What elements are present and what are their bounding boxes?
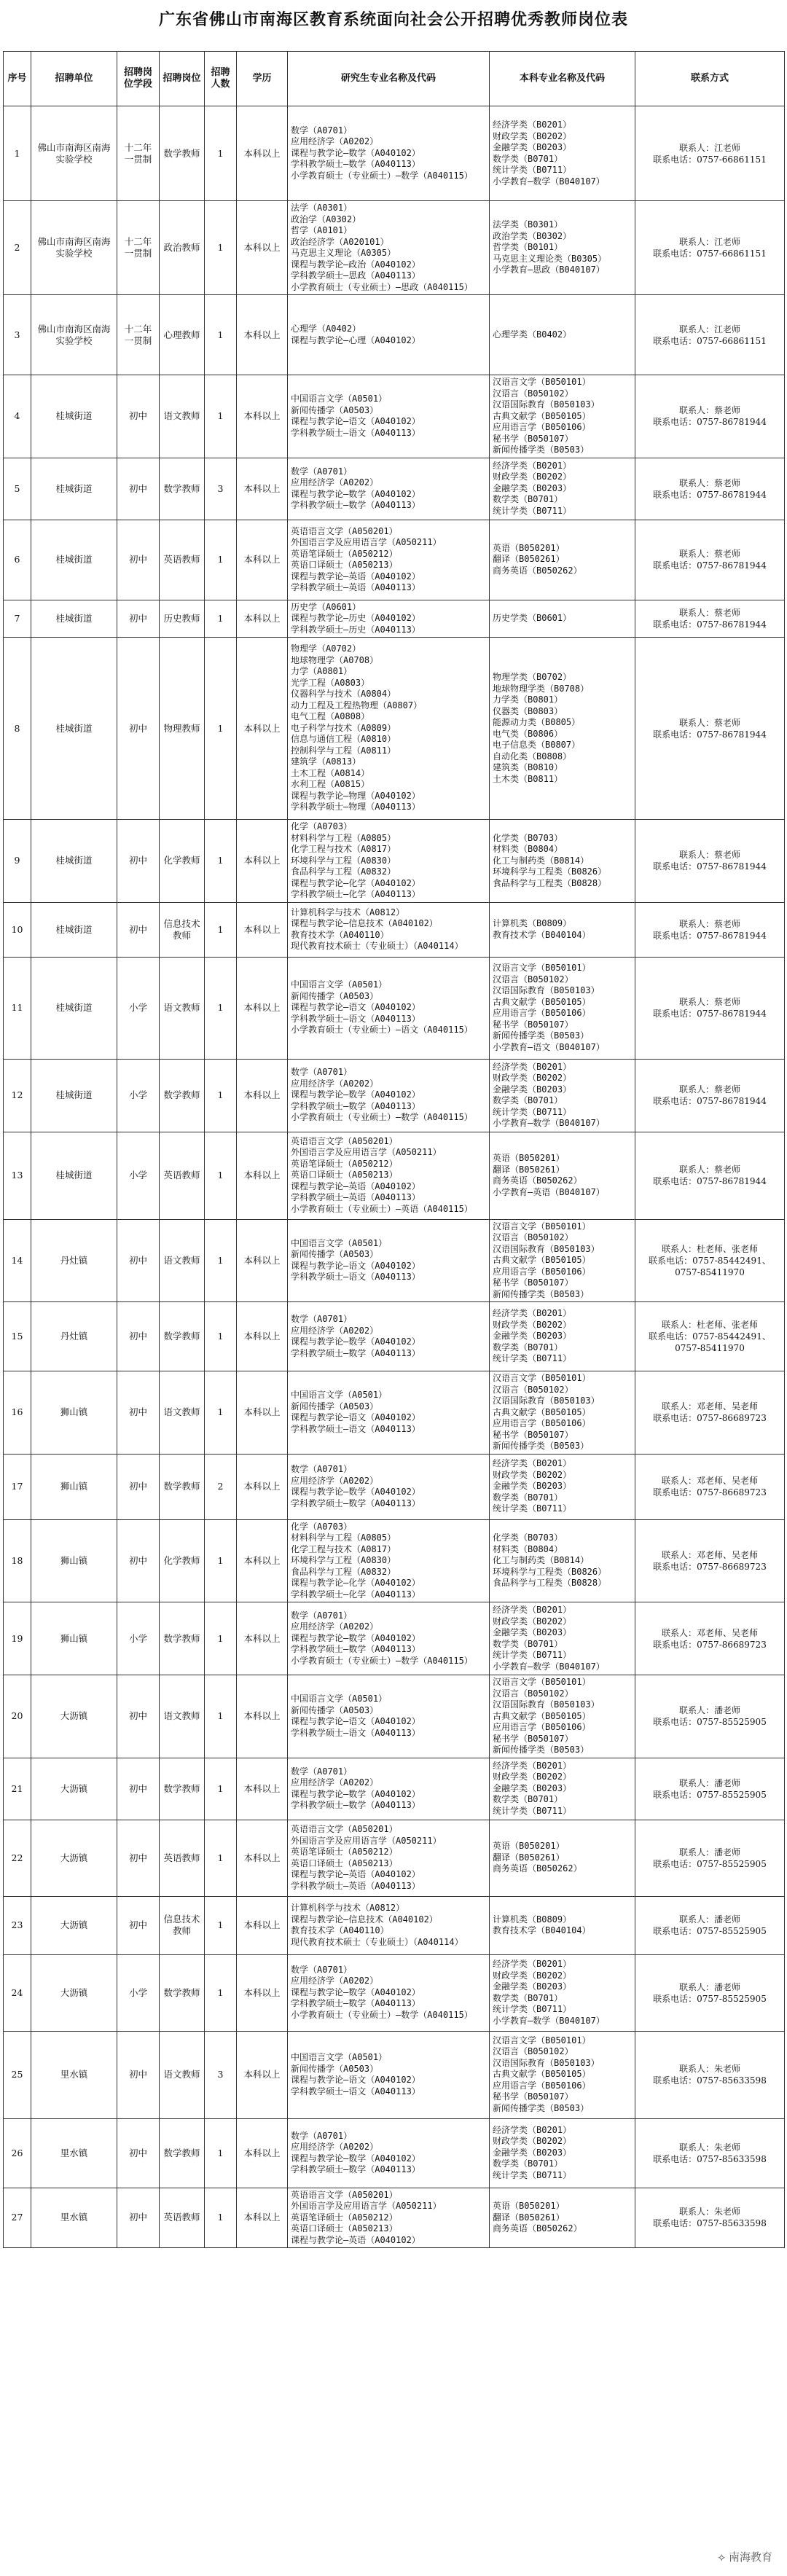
unit-cell: 丹灶镇 xyxy=(31,1302,117,1371)
row-number: 21 xyxy=(4,1758,31,1820)
unit-cell: 里水镇 xyxy=(31,2118,117,2188)
table-row xyxy=(4,2118,785,2188)
unit-cell: 桂城街道 xyxy=(31,520,117,600)
stage-cell: 初中 xyxy=(117,1219,160,1302)
count-cell: 1 xyxy=(205,1132,237,1219)
unit-cell: 桂城街道 xyxy=(31,820,117,903)
row-number: 24 xyxy=(4,1954,31,2031)
count-cell: 1 xyxy=(205,2118,237,2188)
row-number: 26 xyxy=(4,2118,31,2188)
post-cell: 语文教师 xyxy=(160,2031,205,2118)
education-cell: 本科以上 xyxy=(237,520,288,600)
education-cell: 本科以上 xyxy=(237,1758,288,1820)
graduate-majors-cell: 数学（A0701） 应用经济学（A0202） 课程与教学论—数学（A040102） 学科教学硕士—数学（A040113） 小学教育硕士（专业硕士）—数学（A040115） xyxy=(288,106,490,201)
graduate-majors-cell: 数学（A0701） 应用经济学（A0202） 课程与教学论—数学（A040102） 学科教学硕士—数学（A040113） 小学教育硕士（专业硕士）—数学（A040115） xyxy=(288,1602,490,1675)
undergraduate-majors-cell: 经济学类（B0201） 财政学类（B0202） 金融学类（B0203） 数学类（B0701） 统计学类（B0711） xyxy=(490,1758,635,1820)
count-cell: 1 xyxy=(205,1820,237,1896)
undergraduate-majors-cell: 历史学类（B0601） xyxy=(490,600,635,638)
graduate-majors-cell: 物理学（A0702） 地球物理学（A0708） 力学（A0801） 光学工程（A0803） 仪器科学与技术（A0804） 动力工程及工程热物理（A0807） 电气工程（A0808） 电子科学与技术（A0809） 信息与通信工程（A0810） 控制科学与工程（A0811） 建筑学（A0813） 土木工程（A0814） 水利工程（A0815） 课程与教学论—物理（A040102） 学科教学硕士—物理（A040113） xyxy=(288,638,490,820)
row-number: 17 xyxy=(4,1454,31,1519)
count-cell: 1 xyxy=(205,638,237,820)
undergraduate-majors-cell: 英语（B050201） 翻译（B050261） 商务英语（B050262） 小学教育—英语（B040107） xyxy=(490,1132,635,1219)
table-row xyxy=(4,1132,785,1219)
education-cell: 本科以上 xyxy=(237,201,288,295)
count-cell: 1 xyxy=(205,520,237,600)
contact-cell: 联系人：潘老师 联系电话：0757-85525905 xyxy=(635,1896,785,1954)
graduate-majors-cell: 英语语言文学（A050201） 外国语言学及应用语言学（A050211） 英语笔译硕士（A050212） 英语口译硕士（A050213） 课程与教学论—英语（A040102） 学科教学硕士—英语（A040113） xyxy=(288,1820,490,1896)
graduate-majors-cell: 计算机科学与技术（A0812） 课程与教学论—信息技术（A040102） 教育技术学（A040110） 现代教育技术硕士（专业硕士）（A040114） xyxy=(288,902,490,957)
unit-cell: 狮山镇 xyxy=(31,1454,117,1519)
row-number: 16 xyxy=(4,1371,31,1455)
table-row xyxy=(4,1896,785,1954)
contact-cell: 联系人：潘老师 联系电话：0757-85525905 xyxy=(635,1758,785,1820)
post-cell: 语文教师 xyxy=(160,957,205,1059)
undergraduate-majors-cell: 汉语言文学（B050101） 汉语言（B050102） 汉语国际教育（B050103） 古典文献学（B050105） 应用语言学（B050106） 秘书学（B050107） 新闻传播学类（B0503） 小学教育—语文（B040107） xyxy=(490,957,635,1059)
contact-cell: 联系人：江老师 联系电话：0757-66861151 xyxy=(635,201,785,295)
count-cell: 1 xyxy=(205,820,237,903)
contact-cell: 联系人：蔡老师 联系电话：0757-86781944 xyxy=(635,458,785,520)
contact-cell: 联系人：蔡老师 联系电话：0757-86781944 xyxy=(635,520,785,600)
count-cell: 1 xyxy=(205,957,237,1059)
count-cell: 2 xyxy=(205,1454,237,1519)
undergraduate-majors-cell: 汉语言文学（B050101） 汉语言（B050102） 汉语国际教育（B050103） 古典文献学（B050105） 应用语言学（B050106） 秘书学（B050107） 新闻传播学类（B0503） xyxy=(490,1219,635,1302)
education-cell: 本科以上 xyxy=(237,1132,288,1219)
education-cell: 本科以上 xyxy=(237,957,288,1059)
column-header: 联系方式 xyxy=(635,52,785,106)
recruitment-table xyxy=(3,51,785,2248)
table-row xyxy=(4,902,785,957)
education-cell: 本科以上 xyxy=(237,1954,288,2031)
education-cell: 本科以上 xyxy=(237,1302,288,1371)
education-cell: 本科以上 xyxy=(237,1675,288,1758)
post-cell: 历史教师 xyxy=(160,600,205,638)
row-number: 2 xyxy=(4,201,31,295)
count-cell: 3 xyxy=(205,2031,237,2118)
post-cell: 信息技术教师 xyxy=(160,902,205,957)
stage-cell: 初中 xyxy=(117,1820,160,1896)
education-cell: 本科以上 xyxy=(237,600,288,638)
post-cell: 信息技术教师 xyxy=(160,1896,205,1954)
stage-cell: 小学 xyxy=(117,1602,160,1675)
table-row xyxy=(4,1371,785,1455)
stage-cell: 初中 xyxy=(117,2118,160,2188)
contact-cell: 联系人：邓老师、吴老师 联系电话：0757-86689723 xyxy=(635,1519,785,1602)
post-cell: 语文教师 xyxy=(160,1219,205,1302)
table-row xyxy=(4,2188,785,2248)
undergraduate-majors-cell: 英语（B050201） 翻译（B050261） 商务英语（B050262） xyxy=(490,1820,635,1896)
undergraduate-majors-cell: 计算机类（B0809） 教育技术学（B040104） xyxy=(490,1896,635,1954)
row-number: 7 xyxy=(4,600,31,638)
undergraduate-majors-cell: 英语（B050201） 翻译（B050261） 商务英语（B050262） xyxy=(490,520,635,600)
unit-cell: 大沥镇 xyxy=(31,1954,117,2031)
stage-cell: 初中 xyxy=(117,2031,160,2118)
contact-cell: 联系人：蔡老师 联系电话：0757-86781944 xyxy=(635,820,785,903)
row-number: 12 xyxy=(4,1059,31,1132)
stage-cell: 初中 xyxy=(117,1371,160,1455)
post-cell: 化学教师 xyxy=(160,820,205,903)
graduate-majors-cell: 中国语言文学（A0501） 新闻传播学（A0503） 课程与教学论—语文（A040102） 学科教学硕士—语文（A040113） xyxy=(288,2031,490,2118)
row-number: 23 xyxy=(4,1896,31,1954)
education-cell: 本科以上 xyxy=(237,1059,288,1132)
count-cell: 3 xyxy=(205,458,237,520)
unit-cell: 桂城街道 xyxy=(31,375,117,458)
table-row xyxy=(4,638,785,820)
row-number: 1 xyxy=(4,106,31,201)
contact-cell: 联系人：潘老师 联系电话：0757-85525905 xyxy=(635,1954,785,2031)
undergraduate-majors-cell: 计算机类（B0809） 教育技术学（B040104） xyxy=(490,902,635,957)
unit-cell: 大沥镇 xyxy=(31,1896,117,1954)
unit-cell: 狮山镇 xyxy=(31,1602,117,1675)
row-number: 4 xyxy=(4,375,31,458)
wechat-icon: ⟡ xyxy=(718,2550,729,2564)
post-cell: 数学教师 xyxy=(160,2118,205,2188)
table-body xyxy=(4,106,785,2248)
page-title: 广东省佛山市南海区教育系统面向社会公开招聘优秀教师岗位表 xyxy=(158,10,628,29)
undergraduate-majors-cell: 化学类（B0703） 材料类（B0804） 化工与制药类（B0814） 环境科学与工程类（B0826） 食品科学与工程类（B0828） xyxy=(490,820,635,903)
table-row xyxy=(4,520,785,600)
count-cell: 1 xyxy=(205,1758,237,1820)
stage-cell: 十二年一贯制 xyxy=(117,106,160,201)
post-cell: 数学教师 xyxy=(160,1302,205,1371)
count-cell: 1 xyxy=(205,295,237,375)
count-cell: 1 xyxy=(205,106,237,201)
unit-cell: 桂城街道 xyxy=(31,957,117,1059)
stage-cell: 十二年一贯制 xyxy=(117,201,160,295)
education-cell: 本科以上 xyxy=(237,820,288,903)
contact-cell: 联系人：蔡老师 联系电话：0757-86781944 xyxy=(635,600,785,638)
table-row xyxy=(4,600,785,638)
count-cell: 1 xyxy=(205,600,237,638)
contact-cell: 联系人：邓老师、吴老师 联系电话：0757-86689723 xyxy=(635,1602,785,1675)
table-row xyxy=(4,106,785,201)
table-row xyxy=(4,1602,785,1675)
contact-cell: 联系人：蔡老师 联系电话：0757-86781944 xyxy=(635,638,785,820)
count-cell: 1 xyxy=(205,1219,237,1302)
post-cell: 数学教师 xyxy=(160,106,205,201)
graduate-majors-cell: 数学（A0701） 应用经济学（A0202） 课程与教学论—数学（A040102） 学科教学硕士—数学（A040113） 小学教育硕士（专业硕士）—数学（A040115） xyxy=(288,1059,490,1132)
row-number: 8 xyxy=(4,638,31,820)
contact-cell: 联系人：邓老师、吴老师 联系电话：0757-86689723 xyxy=(635,1371,785,1455)
contact-cell: 联系人：蔡老师 联系电话：0757-86781944 xyxy=(635,957,785,1059)
undergraduate-majors-cell: 汉语言文学（B050101） 汉语言（B050102） 汉语国际教育（B050103） 古典文献学（B050105） 应用语言学（B050106） 秘书学（B050107） 新闻传播学类（B0503） xyxy=(490,2031,635,2118)
post-cell: 化学教师 xyxy=(160,1519,205,1602)
row-number: 20 xyxy=(4,1675,31,1758)
graduate-majors-cell: 中国语言文学（A0501） 新闻传播学（A0503） 课程与教学论—语文（A040102） 学科教学硕士—语文（A040113） xyxy=(288,375,490,458)
stage-cell: 初中 xyxy=(117,375,160,458)
table-row xyxy=(4,295,785,375)
contact-cell: 联系人：江老师 联系电话：0757-66861151 xyxy=(635,295,785,375)
education-cell: 本科以上 xyxy=(237,1454,288,1519)
unit-cell: 狮山镇 xyxy=(31,1519,117,1602)
unit-cell: 桂城街道 xyxy=(31,1059,117,1132)
stage-cell: 小学 xyxy=(117,1059,160,1132)
count-cell: 1 xyxy=(205,1896,237,1954)
post-cell: 数学教师 xyxy=(160,1602,205,1675)
stage-cell: 小学 xyxy=(117,957,160,1059)
undergraduate-majors-cell: 经济学类（B0201） 财政学类（B0202） 金融学类（B0203） 数学类（B0701） 统计学类（B0711） 小学教育—数学（B040107） xyxy=(490,1602,635,1675)
graduate-majors-cell: 中国语言文学（A0501） 新闻传播学（A0503） 课程与教学论—语文（A040102） 学科教学硕士—语文（A040113） 小学教育硕士（专业硕士）—语文（A040115） xyxy=(288,957,490,1059)
education-cell: 本科以上 xyxy=(237,2118,288,2188)
stage-cell: 十二年一贯制 xyxy=(117,295,160,375)
undergraduate-majors-cell: 汉语言文学（B050101） 汉语言（B050102） 汉语国际教育（B050103） 古典文献学（B050105） 应用语言学（B050106） 秘书学（B050107） 新闻传播学类（B0503） xyxy=(490,1371,635,1455)
contact-cell: 联系人：邓老师、吴老师 联系电话：0757-86689723 xyxy=(635,1454,785,1519)
graduate-majors-cell: 数学（A0701） 应用经济学（A0202） 课程与教学论—数学（A040102） 学科教学硕士—数学（A040113） xyxy=(288,458,490,520)
post-cell: 语文教师 xyxy=(160,1371,205,1455)
stage-cell: 初中 xyxy=(117,902,160,957)
graduate-majors-cell: 化学（A0703） 材料科学与工程（A0805） 化学工程与技术（A0817） 环境科学与工程（A0830） 食品科学与工程（A0832） 课程与教学论—化学（A040102） 学科教学硕士—化学（A040113） xyxy=(288,1519,490,1602)
education-cell: 本科以上 xyxy=(237,2188,288,2248)
row-number: 5 xyxy=(4,458,31,520)
table-row xyxy=(4,1675,785,1758)
table-row xyxy=(4,820,785,903)
stage-cell: 初中 xyxy=(117,458,160,520)
column-header: 学历 xyxy=(237,52,288,106)
education-cell: 本科以上 xyxy=(237,1519,288,1602)
row-number: 13 xyxy=(4,1132,31,1219)
graduate-majors-cell: 数学（A0701） 应用经济学（A0202） 课程与教学论—数学（A040102） 学科教学硕士—数学（A040113） xyxy=(288,1758,490,1820)
education-cell: 本科以上 xyxy=(237,902,288,957)
table-row xyxy=(4,201,785,295)
row-number: 6 xyxy=(4,520,31,600)
graduate-majors-cell: 法学（A0301） 政治学（A0302） 哲学（A0101） 政治经济学（A020101） 马克思主义理论（A0305） 课程与教学论—政治（A040102） 学科教学硕士—思政（A040113） 小学教育硕士（专业硕士）—思政（A040115） xyxy=(288,201,490,295)
graduate-majors-cell: 数学（A0701） 应用经济学（A0202） 课程与教学论—数学（A040102） 学科教学硕士—数学（A040113） xyxy=(288,1454,490,1519)
count-cell: 1 xyxy=(205,1602,237,1675)
post-cell: 数学教师 xyxy=(160,1954,205,2031)
undergraduate-majors-cell: 化学类（B0703） 材料类（B0804） 化工与制药类（B0814） 环境科学与工程类（B0826） 食品科学与工程类（B0828） xyxy=(490,1519,635,1602)
contact-cell: 联系人：朱老师 联系电话：0757-85633598 xyxy=(635,2118,785,2188)
count-cell: 1 xyxy=(205,375,237,458)
count-cell: 1 xyxy=(205,1371,237,1455)
stage-cell: 初中 xyxy=(117,600,160,638)
stage-cell: 初中 xyxy=(117,1519,160,1602)
count-cell: 1 xyxy=(205,902,237,957)
unit-cell: 大沥镇 xyxy=(31,1820,117,1896)
graduate-majors-cell: 历史学（A0601） 课程与教学论—历史（A040102） 学科教学硕士—历史（A040113） xyxy=(288,600,490,638)
table-header-row xyxy=(4,52,785,106)
contact-cell: 联系人：蔡老师 联系电话：0757-86781944 xyxy=(635,902,785,957)
education-cell: 本科以上 xyxy=(237,2031,288,2118)
unit-cell: 里水镇 xyxy=(31,2188,117,2248)
count-cell: 1 xyxy=(205,201,237,295)
unit-cell: 桂城街道 xyxy=(31,902,117,957)
stage-cell: 小学 xyxy=(117,1954,160,2031)
undergraduate-majors-cell: 心理学类（B0402） xyxy=(490,295,635,375)
undergraduate-majors-cell: 汉语言文学（B050101） 汉语言（B050102） 汉语国际教育（B050103） 古典文献学（B050105） 应用语言学（B050106） 秘书学（B050107） 新闻传播学类（B0503） xyxy=(490,1675,635,1758)
education-cell: 本科以上 xyxy=(237,1820,288,1896)
table-row xyxy=(4,1820,785,1896)
table-row xyxy=(4,1454,785,1519)
contact-cell: 联系人：蔡老师 联系电话：0757-86781944 xyxy=(635,1132,785,1219)
row-number: 27 xyxy=(4,2188,31,2248)
table-row xyxy=(4,1519,785,1602)
undergraduate-majors-cell: 经济学类（B0201） 财政学类（B0202） 金融学类（B0203） 数学类（B0701） 统计学类（B0711） xyxy=(490,1454,635,1519)
graduate-majors-cell: 数学（A0701） 应用经济学（A0202） 课程与教学论—数学（A040102） 学科教学硕士—数学（A040113） 小学教育硕士（专业硕士）—数学（A040115） xyxy=(288,1954,490,2031)
table-row xyxy=(4,1954,785,2031)
undergraduate-majors-cell: 经济学类（B0201） 财政学类（B0202） 金融学类（B0203） 数学类（B0701） 统计学类（B0711） xyxy=(490,1302,635,1371)
post-cell: 数学教师 xyxy=(160,1454,205,1519)
graduate-majors-cell: 中国语言文学（A0501） 新闻传播学（A0503） 课程与教学论—语文（A040102） 学科教学硕士—语文（A040113） xyxy=(288,1675,490,1758)
post-cell: 物理教师 xyxy=(160,638,205,820)
unit-cell: 佛山市南海区南海实验学校 xyxy=(31,106,117,201)
graduate-majors-cell: 中国语言文学（A0501） 新闻传播学（A0503） 课程与教学论—语文（A040102） 学科教学硕士—语文（A040113） xyxy=(288,1219,490,1302)
graduate-majors-cell: 英语语言文学（A050201） 外国语言学及应用语言学（A050211） 英语笔译硕士（A050212） 英语口译硕士（A050213） 课程与教学论—英语（A040102） 学科教学硕士—英语（A040113） xyxy=(288,520,490,600)
stage-cell: 初中 xyxy=(117,1758,160,1820)
post-cell: 数学教师 xyxy=(160,458,205,520)
stage-cell: 初中 xyxy=(117,520,160,600)
watermark-text: 南海教育 xyxy=(728,2550,772,2564)
table-row xyxy=(4,375,785,458)
column-header: 招聘岗位 xyxy=(160,52,205,106)
column-header: 序号 xyxy=(4,52,31,106)
graduate-majors-cell: 英语语言文学（A050201） 外国语言学及应用语言学（A050211） 英语笔译硕士（A050212） 英语口译硕士（A050213） 课程与教学论—英语（A040102） xyxy=(288,2188,490,2248)
count-cell: 1 xyxy=(205,1519,237,1602)
count-cell: 1 xyxy=(205,2188,237,2248)
post-cell: 数学教师 xyxy=(160,1758,205,1820)
post-cell: 心理教师 xyxy=(160,295,205,375)
count-cell: 1 xyxy=(205,1675,237,1758)
row-number: 14 xyxy=(4,1219,31,1302)
stage-cell: 初中 xyxy=(117,1302,160,1371)
education-cell: 本科以上 xyxy=(237,375,288,458)
graduate-majors-cell: 数学（A0701） 应用经济学（A0202） 课程与教学论—数学（A040102） 学科教学硕士—数学（A040113） xyxy=(288,2118,490,2188)
education-cell: 本科以上 xyxy=(237,295,288,375)
row-number: 19 xyxy=(4,1602,31,1675)
post-cell: 政治教师 xyxy=(160,201,205,295)
undergraduate-majors-cell: 物理学类（B0702） 地球物理学类（B0708） 力学类（B0801） 仪器类（B0803） 能源动力类（B0805） 电气类（B0806） 电子信息类（B0807） 自动化类（B0808） 建筑类（B0810） 土木类（B0811） xyxy=(490,638,635,820)
column-header: 招聘岗位学段 xyxy=(117,52,160,106)
column-header: 招聘人数 xyxy=(205,52,237,106)
table-row xyxy=(4,1219,785,1302)
column-header: 招聘单位 xyxy=(31,52,117,106)
post-cell: 语文教师 xyxy=(160,1675,205,1758)
undergraduate-majors-cell: 经济学类（B0201） 财政学类（B0202） 金融学类（B0203） 数学类（B0701） 统计学类（B0711） xyxy=(490,458,635,520)
education-cell: 本科以上 xyxy=(237,1896,288,1954)
unit-cell: 大沥镇 xyxy=(31,1675,117,1758)
row-number: 3 xyxy=(4,295,31,375)
row-number: 25 xyxy=(4,2031,31,2118)
unit-cell: 桂城街道 xyxy=(31,458,117,520)
table-row xyxy=(4,1758,785,1820)
unit-cell: 大沥镇 xyxy=(31,1758,117,1820)
unit-cell: 狮山镇 xyxy=(31,1371,117,1455)
contact-cell: 联系人：蔡老师 联系电话：0757-86781944 xyxy=(635,375,785,458)
unit-cell: 桂城街道 xyxy=(31,638,117,820)
stage-cell: 初中 xyxy=(117,820,160,903)
undergraduate-majors-cell: 经济学类（B0201） 财政学类（B0202） 金融学类（B0203） 数学类（B0701） 统计学类（B0711） 小学教育—数学（B040107） xyxy=(490,1059,635,1132)
education-cell: 本科以上 xyxy=(237,638,288,820)
table-row xyxy=(4,957,785,1059)
contact-cell: 联系人：潘老师 联系电话：0757-85525905 xyxy=(635,1820,785,1896)
unit-cell: 佛山市南海区南海实验学校 xyxy=(31,201,117,295)
graduate-majors-cell: 心理学（A0402） 课程与教学论—心理（A040102） xyxy=(288,295,490,375)
education-cell: 本科以上 xyxy=(237,1602,288,1675)
post-cell: 语文教师 xyxy=(160,375,205,458)
unit-cell: 佛山市南海区南海实验学校 xyxy=(31,295,117,375)
post-cell: 英语教师 xyxy=(160,2188,205,2248)
post-cell: 英语教师 xyxy=(160,1132,205,1219)
contact-cell: 联系人：朱老师 联系电话：0757-85633598 xyxy=(635,2031,785,2118)
stage-cell: 初中 xyxy=(117,2188,160,2248)
graduate-majors-cell: 中国语言文学（A0501） 新闻传播学（A0503） 课程与教学论—语文（A040102） 学科教学硕士—语文（A040113） xyxy=(288,1371,490,1455)
education-cell: 本科以上 xyxy=(237,106,288,201)
contact-cell: 联系人：杜老师、张老师 联系电话：0757-85442491、0757-85411970 xyxy=(635,1302,785,1371)
row-number: 10 xyxy=(4,902,31,957)
contact-cell: 联系人：蔡老师 联系电话：0757-86781944 xyxy=(635,1059,785,1132)
stage-cell: 初中 xyxy=(117,1675,160,1758)
row-number: 18 xyxy=(4,1519,31,1602)
stage-cell: 初中 xyxy=(117,638,160,820)
unit-cell: 桂城街道 xyxy=(31,1132,117,1219)
undergraduate-majors-cell: 汉语言文学（B050101） 汉语言（B050102） 汉语国际教育（B050103） 古典文献学（B050105） 应用语言学（B050106） 秘书学（B050107） 新闻传播学类（B0503） xyxy=(490,375,635,458)
row-number: 15 xyxy=(4,1302,31,1371)
count-cell: 1 xyxy=(205,1302,237,1371)
education-cell: 本科以上 xyxy=(237,1371,288,1455)
post-cell: 英语教师 xyxy=(160,1820,205,1896)
count-cell: 1 xyxy=(205,1059,237,1132)
undergraduate-majors-cell: 法学类（B0301） 政治学类（B0302） 哲学类（B0101） 马克思主义理论类（B0305） 小学教育—思政（B040107） xyxy=(490,201,635,295)
graduate-majors-cell: 化学（A0703） 材料科学与工程（A0805） 化学工程与技术（A0817） 环境科学与工程（A0830） 食品科学与工程（A0832） 课程与教学论—化学（A040102） 学科教学硕士—化学（A040113） xyxy=(288,820,490,903)
row-number: 9 xyxy=(4,820,31,903)
post-cell: 英语教师 xyxy=(160,520,205,600)
unit-cell: 里水镇 xyxy=(31,2031,117,2118)
stage-cell: 初中 xyxy=(117,1454,160,1519)
undergraduate-majors-cell: 经济学类（B0201） 财政学类（B0202） 金融学类（B0203） 数学类（B0701） 统计学类（B0711） 小学教育—数学（B040107） xyxy=(490,1954,635,2031)
column-header: 研究生专业名称及代码 xyxy=(288,52,490,106)
watermark xyxy=(713,2548,777,2566)
column-header: 本科专业名称及代码 xyxy=(490,52,635,106)
table-row xyxy=(4,1302,785,1371)
education-cell: 本科以上 xyxy=(237,1219,288,1302)
unit-cell: 丹灶镇 xyxy=(31,1219,117,1302)
unit-cell: 桂城街道 xyxy=(31,600,117,638)
count-cell: 1 xyxy=(205,1954,237,2031)
post-cell: 数学教师 xyxy=(160,1059,205,1132)
graduate-majors-cell: 英语语言文学（A050201） 外国语言学及应用语言学（A050211） 英语笔译硕士（A050212） 英语口译硕士（A050213） 课程与教学论—英语（A040102） 学科教学硕士—英语（A040113） 小学教育硕士（专业硕士）—英语（A040115） xyxy=(288,1132,490,1219)
contact-cell: 联系人：潘老师 联系电话：0757-85525905 xyxy=(635,1675,785,1758)
table-row xyxy=(4,458,785,520)
education-cell: 本科以上 xyxy=(237,458,288,520)
stage-cell: 小学 xyxy=(117,1132,160,1219)
undergraduate-majors-cell: 经济学类（B0201） 财政学类（B0202） 金融学类（B0203） 数学类（B0701） 统计学类（B0711） 小学教育—数学（B040107） xyxy=(490,106,635,201)
contact-cell: 联系人：江老师 联系电话：0757-66861151 xyxy=(635,106,785,201)
contact-cell: 联系人：朱老师 联系电话：0757-85633598 xyxy=(635,2188,785,2248)
undergraduate-majors-cell: 英语（B050201） 翻译（B050261） 商务英语（B050262） xyxy=(490,2188,635,2248)
contact-cell: 联系人：杜老师、张老师 联系电话：0757-85442491、0757-85411970 xyxy=(635,1219,785,1302)
graduate-majors-cell: 计算机科学与技术（A0812） 课程与教学论—信息技术（A040102） 教育技术学（A040110） 现代教育技术硕士（专业硕士）（A040114） xyxy=(288,1896,490,1954)
table-row xyxy=(4,2031,785,2118)
table-row xyxy=(4,1059,785,1132)
row-number: 22 xyxy=(4,1820,31,1896)
stage-cell: 初中 xyxy=(117,1896,160,1954)
undergraduate-majors-cell: 经济学类（B0201） 财政学类（B0202） 金融学类（B0203） 数学类（B0701） 统计学类（B0711） xyxy=(490,2118,635,2188)
row-number: 11 xyxy=(4,957,31,1059)
graduate-majors-cell: 数学（A0701） 应用经济学（A0202） 课程与教学论—数学（A040102） 学科教学硕士—数学（A040113） xyxy=(288,1302,490,1371)
